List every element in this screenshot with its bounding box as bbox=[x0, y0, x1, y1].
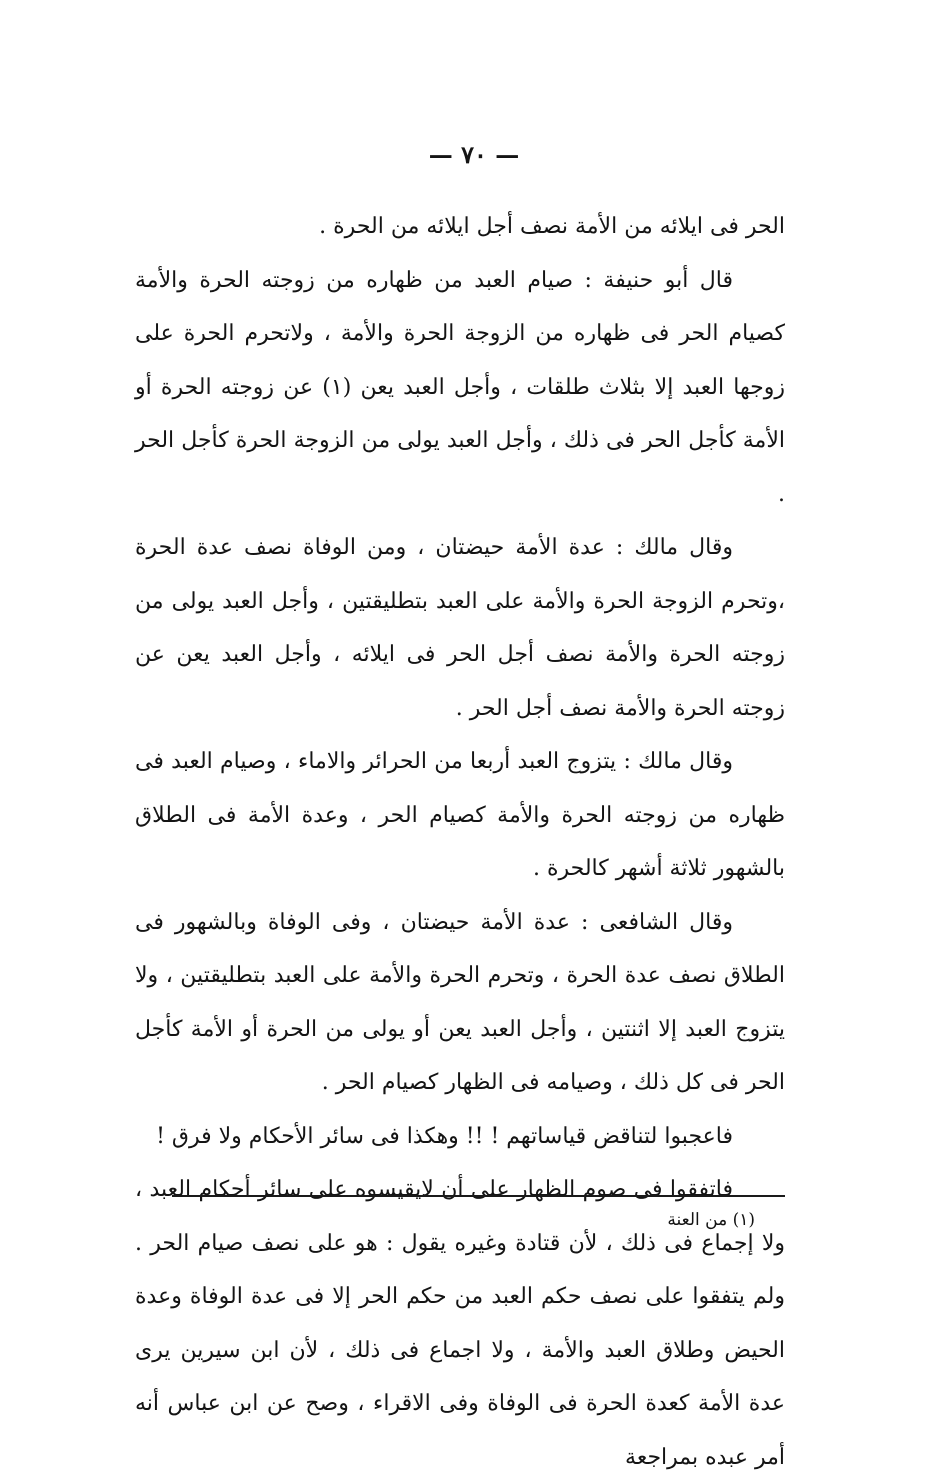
paragraph-contradiction: فاعجبوا لتناقض قياساتهم ! !! وهكذا فى سائر الأحكام ولا فرق ! bbox=[156, 1123, 733, 1149]
footnote-divider bbox=[172, 1195, 785, 1197]
paragraph-abu-hanifa: قال أبو حنيفة : صيام العبد من ظهاره من زوجته الحرة والأمة كصيام الحر فى ظهاره من الزوجة الحرة والأمة ، ولاتحرم الحرة على زوجها العبد إلا بثلاث طلقات ، وأجل العبد يعن (١) عن زوجته الحرة أو الأمة كأجل الحر فى ذلك ، وأجل العبد يولى من الزوجة الحرة كأجل الحر . bbox=[135, 267, 785, 507]
paragraph-continuation: الحر فى ايلائه من الأمة نصف أجل ايلائه من الحرة . bbox=[319, 214, 785, 239]
body-text bbox=[135, 200, 785, 1484]
paragraph-agreement: فاتفقوا فى صوم الظهار على أن لايقيسوه على سائر أحكام العبد ، ولا إجماع فى ذلك ، لأن قتادة وغيره يقول : هو على نصف صيام الحر . ولم يتفقوا على نصف حكم العبد من حكم الحر إلا فى عدة الوفاة وعدة الحيض وطلاق العبد والأمة ، ولا اجماع فى ذلك ، لأن ابن سيرين يرى عدة الأمة كعدة الحرة فى الوفاة وفى الاقراء ، وصح عن ابن عباس أنه أمر عبده بمراجعة bbox=[135, 1177, 785, 1470]
paragraph-malik-1: وقال مالك : عدة الأمة حيضتان ، ومن الوفاة نصف عدة الحرة ،وتحرم الزوجة الحرة والأمة على العبد بتطليقتين ، وأجل العبد يولى من زوجته الحرة والأمة نصف أجل الحر فى ايلائه ، وأجل العبد يعن عن زوجته الحرة والأمة نصف أجل الحر . bbox=[135, 535, 785, 721]
paragraph-malik-2: وقال مالك : يتزوج العبد أربعا من الحرائر والاماء ، وصيام العبد فى ظهاره من زوجته الحرة والأمة كصيام الحر ، وعدة الأمة فى الطلاق بالشهور ثلاثة أشهر كالحرة . bbox=[135, 749, 785, 881]
footnote: (١) من العنة bbox=[667, 1210, 755, 1230]
paragraph-shafii: وقال الشافعى : عدة الأمة حيضتان ، وفى الوفاة وبالشهور فى الطلاق نصف عدة الحرة ، وتحرم الحرة والأمة على العبد بتطليقتين ، ولا يتزوج العبد إلا اثنتين ، وأجل العبد يعن أو يولى من الحرة أو الأمة كأجل الحر فى كل ذلك ، وصيامه فى الظهار كصيام الحر . bbox=[135, 909, 785, 1095]
page-number: — ٧٠ — bbox=[428, 140, 520, 169]
